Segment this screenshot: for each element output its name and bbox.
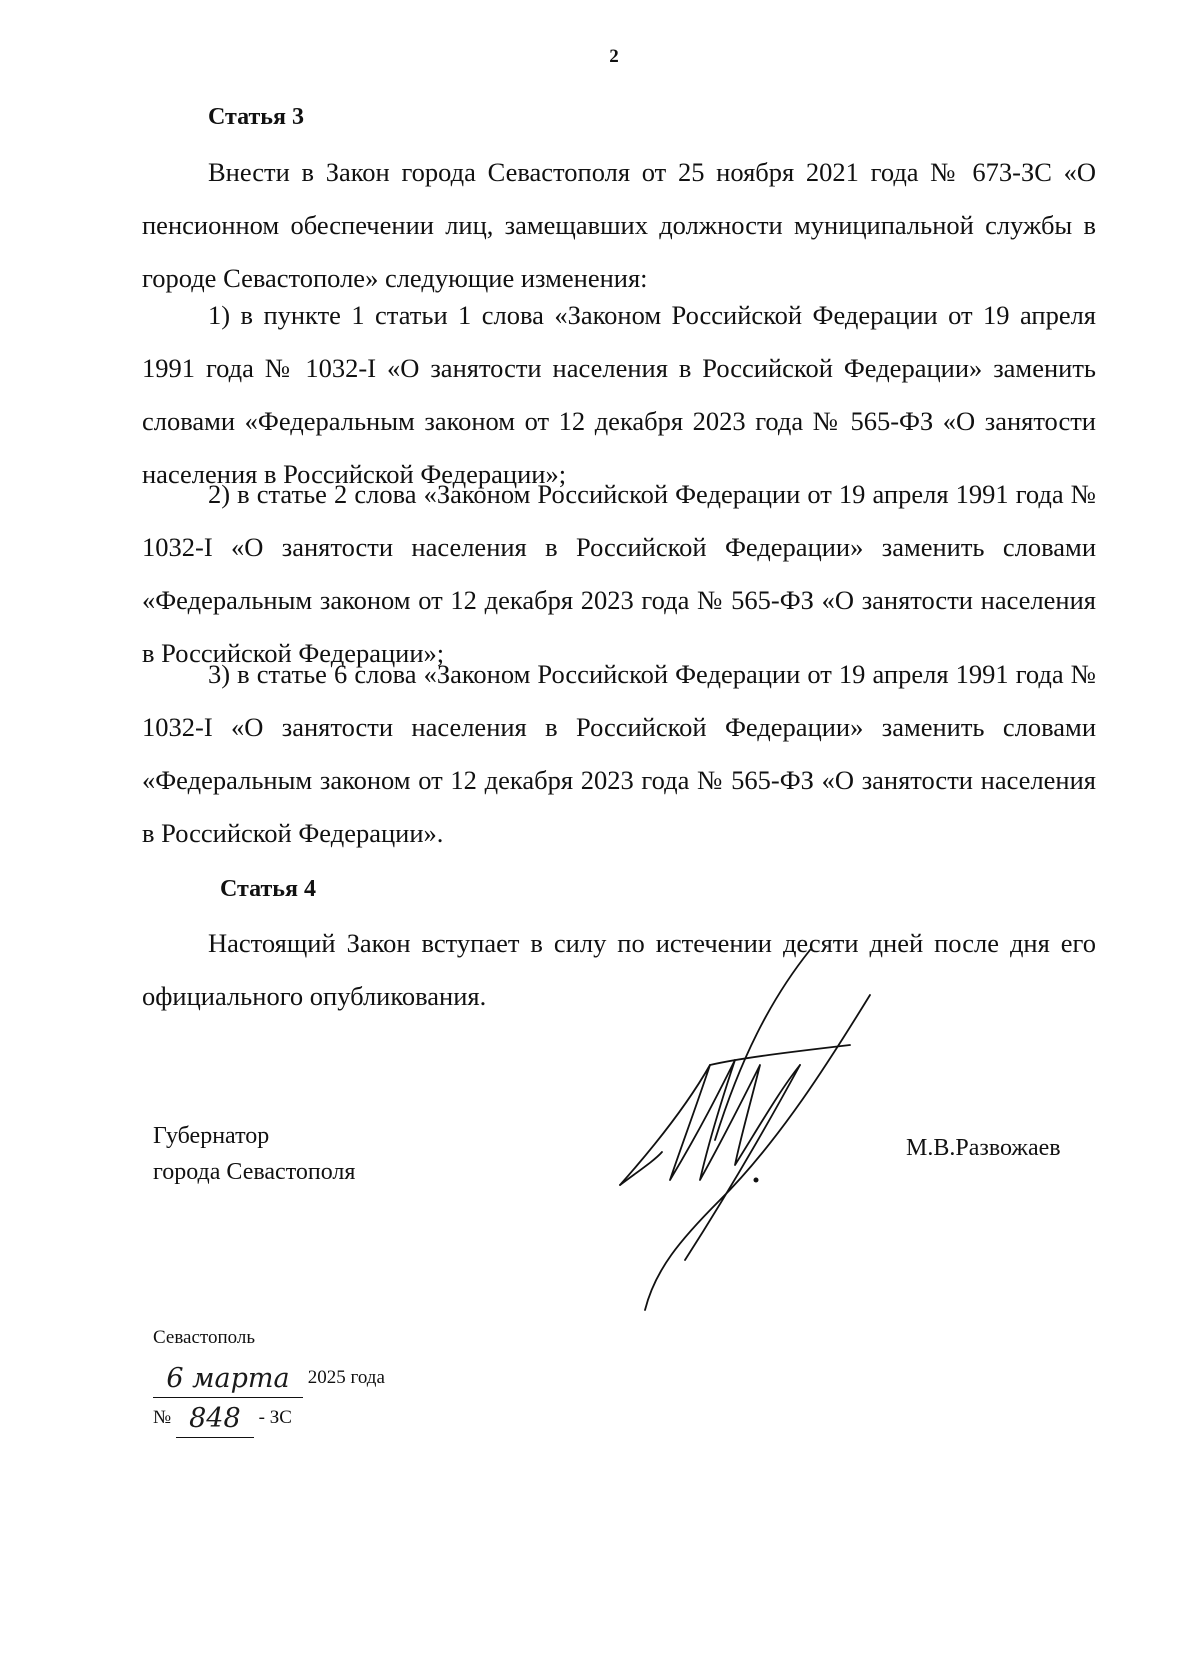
handwritten-signature xyxy=(600,940,920,1320)
article-3-intro: Внести в Закон города Севастополя от 25 ноября 2021 года № 673-ЗС «О пенсионном обеспечении лиц, замещавших должности муниципальной службы в городе Севастополе» следующие изменения: xyxy=(142,157,1096,293)
article-4-heading: Статья 4 xyxy=(220,876,316,902)
number-suffix: - ЗС xyxy=(258,1407,292,1428)
article-3-item-1: 1) в пункте 1 статьи 1 слова «Законом Российской Федерации от 19 апреля 1991 года № 1032-I «О занятости населения в Российской Федерации» заменить словами «Федеральным законом от 12 декабря 2023 года № 565-ФЗ «О занятости населения в Российской Федерации»; xyxy=(142,300,1096,489)
page-number: 2 xyxy=(609,46,619,67)
number-prefix: № xyxy=(153,1407,172,1428)
date-line xyxy=(153,1358,385,1398)
year-text: 2025 года xyxy=(307,1367,385,1388)
handwritten-date: 6 марта xyxy=(166,1363,290,1394)
article-4-text: Настоящий Закон вступает в силу по истечении десяти дней после дня его официального опубликования. xyxy=(142,928,1096,1011)
number-line xyxy=(153,1398,385,1438)
city: Севастополь xyxy=(153,1327,256,1348)
article-3-heading: Статья 3 xyxy=(208,104,304,130)
place-and-date-block xyxy=(153,1318,385,1438)
signatory-title-line-1: Губернатор xyxy=(153,1123,270,1149)
signatory-name: М.В.Развожаев xyxy=(906,1135,1061,1161)
article-3-item-2: 2) в статье 2 слова «Законом Российской Федерации от 19 апреля 1991 года № 1032-I «О занятости населения в Российской Федерации» заменить словами «Федеральным законом от 12 декабря 2023 года № 565-ФЗ «О занятости населения в Российской Федерации»; xyxy=(142,479,1096,668)
signatory-title-line-2: города Севастополя xyxy=(153,1159,356,1185)
article-3-item-3: 3) в статье 6 слова «Законом Российской Федерации от 19 апреля 1991 года № 1032-I «О занятости населения в Российской Федерации» заменить словами «Федеральным законом от 12 декабря 2023 года № 565-ФЗ «О занятости населения в Российской Федерации». xyxy=(142,659,1096,848)
handwritten-number: 848 xyxy=(189,1403,241,1434)
signatory-title xyxy=(153,1118,355,1190)
